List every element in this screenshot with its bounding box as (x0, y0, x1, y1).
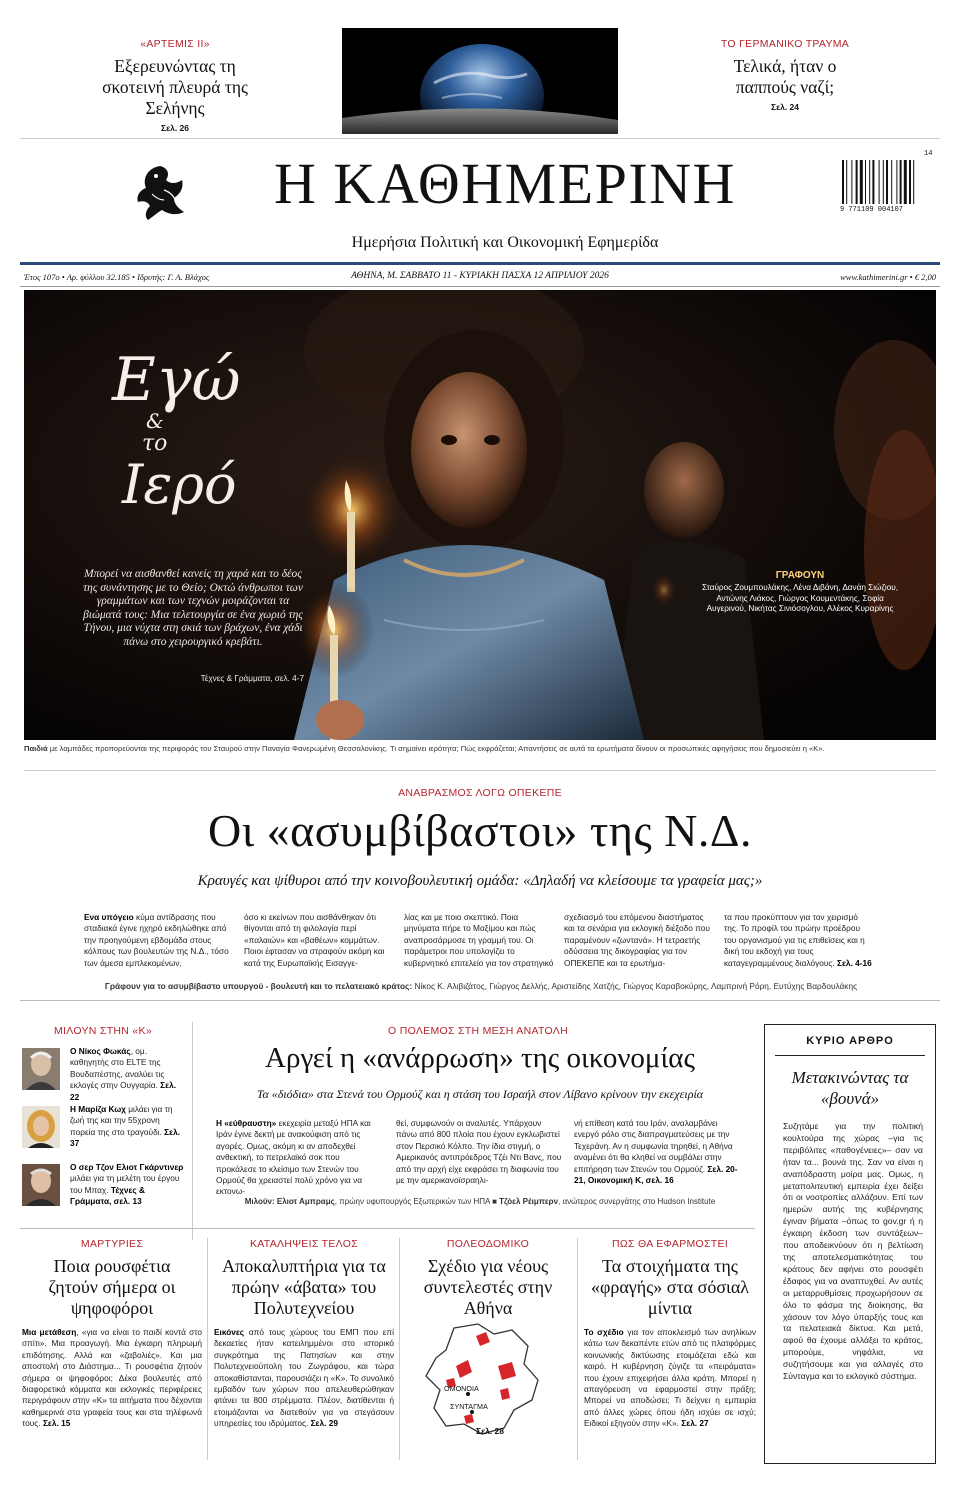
masthead-rule (20, 262, 940, 265)
map-label-omonoia: ΟΜΟΝΟΙΑ (444, 1384, 479, 1393)
divider (20, 1000, 940, 1001)
main-story-col-2: όσο κι εκείνων που αισθάνθηκαν ότι θίγονται από τη φιλολογία περί «παλαιών» και «βαθέων» κομμάτων. Ποιοι έφτασαν να στραφούν ακόμη και κατά της Ευρωπαϊκής Εισαγγε- (244, 912, 385, 968)
hero-title (112, 345, 252, 516)
newspaper-subtitle: Ημερήσια Πολιτική και Οικονομική Εφημερίδα (351, 234, 659, 251)
hero-section-ref[interactable]: Τέχνες & Γράμματα, σελ. 4-7 (200, 674, 304, 683)
main-story-headline[interactable]: Οι «ασυμβίβαστοι» της Ν.Δ. (208, 805, 752, 856)
logo-griffin-icon (130, 160, 192, 224)
story-testimonies[interactable] (22, 1238, 202, 1430)
editorial-kicker: ΚΥΡΙΟ ΑΡΘΡΟ (806, 1035, 894, 1047)
teaser-title: Τελικά, ήταν ο παππούς ναζί; (733, 56, 837, 97)
hero-title-line2: Ιερό (122, 453, 237, 516)
editorial-body: Συζητάμε για την πολιτική κουλτούρα της χώρας –για τις περιβόλιτες «παθογένειες»– σαν να ήταν τα... βουνά της. Σαν να είναι η αναπόδραστη μοίρα μας. Ομως, η μεταπολιτευτική εμπειρία έχει δείξει ότι οι νοοτροπίες αλλάζουν. Επί των ημερών αυτής της κυβέρνησης έγιναν βήματα –όπως το gov.gr ή η έγκαιρη έκδοση των συντάξεων– που αποδεικνύουν ότι η βελτίωση της αποτελεσματικότητας του κράτους δεν αφήνει στο ρουσφέτι έδαφος για να αναπτυχθεί. Αν αυτές οι μεταρρυθμίσεις προχωρήσουν σε όλο το φάσμα της διοίκησης, θα χάσουν τον λόγο ύπαρξής τους και τα πελατειακά δίκτυα. Και μετά, αφού θα έχουμε αλλάξει το κράτος, μπορούμε, νηφάλια, να συζητήσουμε και για αλλαγές στο Σύνταγμα και το εκλογικό σύστημα. (783, 1121, 923, 1382)
earth-rise-image (342, 28, 618, 134)
interview-page: Σελ. 22 (70, 1080, 177, 1102)
teaser-title: Εξερευνώντας τη σκοτεινή πλευρά της Σελήνης (102, 56, 248, 118)
divider (207, 1238, 208, 1460)
story-lead: Μια μετάθεση (22, 1327, 77, 1337)
interview-item[interactable] (22, 1162, 184, 1212)
story-body (584, 1327, 756, 1430)
story-kicker: ΜΑΡΤΥΡΙΕΣ (80, 1238, 144, 1250)
story-headline: Ποια ρουσφέτια ζητούν σήμερα οι ψηφοφόροι (48, 1256, 176, 1318)
main-story-kicker: ΑΝΑΒΡΑΣΜΟΣ ΛΟΓΩ ΟΠΕΚΕΠΕ (398, 787, 562, 799)
main-story-lead: Ενα υπόγειο (84, 912, 134, 922)
interview-text (70, 1046, 186, 1103)
divider (20, 138, 940, 139)
divider (577, 1238, 578, 1460)
divider (20, 286, 940, 287)
divider (192, 1022, 193, 1240)
story-page: Σελ. 28 (475, 1426, 505, 1436)
story-urban-planning[interactable] (404, 1238, 572, 1319)
teaser-artemis[interactable] (20, 38, 330, 133)
main-story-writers (86, 981, 876, 991)
mideast-col-1 (216, 1118, 382, 1198)
mideast-lead: Η «εύθραυστη» (216, 1118, 277, 1128)
story-kicker: ΚΑΤΑΛΗΨΕΙΣ ΤΕΛΟΣ (249, 1238, 359, 1250)
main-story-text: κύμα αντίδρασης που σταδιακά έγινε ηχηρό εκδηλώθηκε από την προηγούμενη εβδομάδα στους κόλπους των βουλευτών της Ν.Δ., τόσο των άμεσα εμπλεκομένων, (84, 912, 229, 968)
interview-item[interactable] (22, 1104, 184, 1154)
story-page: Σελ. 27 (681, 1418, 709, 1429)
mideast-col-2: θεί, συμφωνούν οι αναλυτές. Υπάρχουν πάνω από 800 πλοία που έχουν εγκλωβιστεί στον Περσικό Κόλπο. Την ίδια στιγμή, ο Αμερικανός αντιπρόεδρος Τζέι Ντι Βανς, που από την αρχή είχε εκφράσει τη διαφωνία του με την αμερικανοϊσραηλι- (396, 1118, 562, 1186)
barcode-number (840, 206, 936, 214)
website-price[interactable]: www.kathimerini.gr • € 2,00 (840, 272, 936, 282)
interview-desc: μιλάει για τη μελέτη του έργου του Μπαχ. (70, 1173, 180, 1195)
story-headline: Αποκαλυπτήρια για τα πρώην «άβατα» του Πολυτεχνείου (222, 1256, 386, 1318)
story-lead: Εικόνες (214, 1327, 245, 1337)
interview-desc: μιλάει για τη ζωή της και την 55χρονη πορεία της στο τραγούδι. (70, 1104, 173, 1137)
mideast-page[interactable]: Σελ. 20-21, Οικονομική Κ, σελ. 16 (574, 1163, 738, 1186)
interview-item[interactable] (22, 1046, 184, 1102)
athens-map (416, 1320, 554, 1440)
barcode-digits: 9 771109 004107 (840, 206, 904, 214)
interviews-kicker: ΜΙΛΟΥΝ ΣΤΗΝ «Κ» (54, 1025, 152, 1037)
hero-title-line1: Εγώ (112, 345, 241, 415)
hero-writers-label: ΓΡΑΦΟΥΝ (775, 570, 825, 581)
footnote-name: Τζόελ Ρέιμπερν (499, 1197, 559, 1206)
mideast-text: νή επίθεση κατά του Ιράν, αναλαμβάνει ενεργό ρόλο στις διαπραγματεύσεις με την Τεχεράνη. Αν η συμφωνία τηρηθεί, η Αθήνα αναμένει ότι θα κληθεί να συμβάλει στην επιτήρηση των Στενών του Ορμούζ. (574, 1118, 733, 1174)
story-kicker: ΠΟΛΕΟΔΟΜΙΚΟ (446, 1238, 530, 1250)
story-body (214, 1327, 394, 1430)
portrait-fokas-icon (22, 1048, 60, 1090)
divider (24, 770, 936, 771)
story-text: για τον αποκλεισμό των ανηλίκων κάτω των δεκαπέντε ετών από τις πλατφόρμες κοινωνικής δικτύωσης ετοιμάζεται εδώ και καιρό. Η κυβέρνηση ζύγιζε τα «πειράματα» που έχουν επιχειρήσει άλλα κράτη. Μπορεί η απαγόρευση να εφαρμοστεί στην πράξη; Μπορεί να αποδώσει; Τι δείχνει η εμπειρία από άλλες χώρες όπου ήδη ισχύει σε ισχύ; Ειδικοί εξηγούν στην «Κ». (584, 1327, 756, 1429)
hero-lede: Μπορεί να αισθανθεί κανείς τη χαρά και το δέος της συνάντησης με το Θείο; Οκτώ άνθρωποι των γραμμάτων και των τεχνών μοιράζονται τα βιώματά τους: Μια τελετουργία σε ένα χωριό της Τήνου, μια νύχτα στη σκιά των βράχων, ένα χάδι πάνω στο χειρουργικό κρεβάτι. (83, 568, 303, 648)
barcode-issue: 14 (924, 150, 933, 158)
portrait-gardiner-icon (22, 1164, 60, 1206)
divider (399, 1238, 400, 1460)
story-headline: Σχέδιο για νέους συντελεστές στην Αθήνα (423, 1256, 553, 1318)
teaser-page: Σελ. 24 (770, 102, 800, 112)
interview-name: Ο Νίκος Φωκάς (70, 1046, 131, 1056)
teaser-kicker: ΤΟ ΓΕΡΜΑΝΙΚΟ ΤΡΑΥΜΑ (720, 38, 850, 50)
hero-caption-lead: Παιδιά (24, 744, 48, 753)
divider (775, 1055, 925, 1056)
story-kicker: ΠΩΣ ΘΑ ΕΦΑΡΜΟΣΤΕΙ (611, 1238, 729, 1250)
story-page: Σελ. 29 (310, 1418, 338, 1429)
teaser-kicker: «ΑΡΤΕΜΙΣ ΙΙ» (140, 38, 210, 50)
editorial-box[interactable] (764, 1024, 936, 1464)
main-story-col-4: σχεδιασμό του επόμενου διαστήματος και τα σενάρια για εκλογική διέξοδο που παραμένουν «ζωντανά». Η τετραετής οδύσσεια της δικογραφίας για τον ΟΠΕΚΕΠΕ και τα ερωτήμα- (564, 912, 710, 968)
interview-name: Η Μαρίζα Κωχ (70, 1104, 126, 1114)
story-body (22, 1327, 202, 1430)
mideast-headline[interactable]: Αργεί η «ανάρρωση» της οικονομίας (265, 1042, 695, 1074)
main-story-col-5 (724, 912, 874, 969)
mideast-col-3 (574, 1118, 744, 1186)
hero-writers (700, 570, 900, 615)
interview-name: Ο σερ Τζον Ελιοτ Γκάρντινερ (70, 1162, 184, 1172)
mideast-kicker: Ο ΠΟΛΕΜΟΣ ΣΤΗ ΜΕΣΗ ΑΝΑΤΟΛΗ (388, 1025, 568, 1037)
story-text: από τους χώρους του ΕΜΠ που επί δεκαετίες ήταν κατειλημμένοι στο ιστορικό συγκρότημα της Πατησίων και στην Πολυτεχνειούπολη του Ζωγράφου, και τώρα αποκαθίστανται, παρουσιάζει η «Κ». Το συνολικό εμβαδόν των χώρων που απελευθερώθηκαν φτάνει τα 800 στρέμματα. Πλέον, διατίθενται ή ετοιμάζονται να διατεθούν για να στεγάσουν υπηρεσίες του ιδρύματος. (214, 1327, 394, 1429)
mideast-footnote (200, 1197, 760, 1206)
newspaper-title: Η ΚΑΘΗΜΕΡΙΝΗ (274, 151, 736, 216)
mideast-text: εκεχειρία μεταξύ ΗΠΑ και Ιράν έγινε δεκτή με ανακούφιση από τις αγορές. Ομως, ακόμη κι αν αποδεχθεί ανθεκτική, το πετρελαϊκό σοκ που προκάλεσε το κλείσιμο των Στενών του Ορμούζ θα χρειαστεί πολύ χρόνο για να εκτονω- (216, 1118, 371, 1197)
hero-caption-text: με λαμπάδες προπορεύονται της περιφοράς του Σταυρού στην Παναγία Φανερωμένη Θεσσαλονίκης. Τι σημαίνει ιερότητα; Πώς εκφράζεται; Απαντήσεις σε αυτά τα ερωτήματα δίνουν οι προσωπικές αφηγήσεις που δημοσιεύει η «Κ». (47, 744, 825, 753)
story-polytechnic[interactable] (214, 1238, 394, 1430)
moon-photo (342, 28, 618, 134)
hero-title-amp: & (146, 409, 164, 433)
hero-title-to: το (142, 431, 168, 456)
hero-caption (24, 744, 936, 753)
writers-list: Νίκος Κ. Αλιβιζάτος, Γιώργος Δελλής, Αριστείδης Χατζής, Γιώργος Καραβοκύρης, Λαμπρινή Ρόρη, Ευτύχης Βαρδουλάκης (412, 981, 858, 991)
story-text: , «για να είναι το παιδί κοντά στο σπίτι». Μια προαγωγή. Μια έγκαιρη πληρωμή επιδότησης. Αλλά και «ζαβολιές». Και μια αποστολή στο Διάστημα... Τι ρουσφέτια ζητούν σήμερα οι ψηφοφόροι; Δέκα βουλευτές από διαφορετικά κόμματα και εκλογικές περιφέρειες περιγράφουν στην «Κ» τα αιτήματα που δέχονται καθημερινά στα γραφεία τους και στα τηλέφωνά τους. (22, 1327, 202, 1429)
main-story-col-1 (84, 912, 234, 969)
portrait-koch-icon (22, 1106, 60, 1148)
footnote-name: Μιλούν: Ελιοτ Αμπραμς (244, 1197, 335, 1206)
story-page: Σελ. 15 (42, 1418, 71, 1429)
main-story-page[interactable]: Σελ. 4-16 (837, 957, 872, 968)
story-headline: Τα στοιχήματα της «φραγής» στα σόσιαλ μίντια (590, 1256, 750, 1318)
interview-text (70, 1104, 186, 1150)
interview-text (70, 1162, 186, 1208)
teaser-page: Σελ. 26 (160, 123, 190, 133)
hero-writers-list: Σταύρος Ζουμπουλάκης, Λένα Διβάνη, Δανάη Σιώζιου, Αντώνης Λιάκος, Γιώργος Κουμεντάκης, Σοφία Αυγερινού, Νικήτας Σινιόσογλου, Αλέκος Κυραρίνης (701, 583, 899, 614)
footnote-text: , ανώτερος συνεργάτης στο Hudson Institute (558, 1197, 716, 1206)
issue-date: ΑΘΗΝΑ, Μ. ΣΑΒΒΑΤΟ 11 - ΚΥΡΙΑΚΗ ΠΑΣΧΑ 12 ΑΠΡΙΛΙΟΥ 2026 (351, 271, 609, 281)
mideast-subheadline: Τα «διόδια» στα Στενά του Ορμούζ και η στάση του Ισραήλ στον Λίβανο κρίνουν την εκεχειρία (256, 1087, 704, 1101)
editorial-title: Μετακινώντας τα «βουνά» (791, 1068, 909, 1108)
story-lead: Το σχέδιο (584, 1327, 624, 1337)
interview-page: Τέχνες & Γράμματα, σελ. 13 (70, 1184, 146, 1207)
main-story-subheadline: Κραυγές και ψίθυροι από την κοινοβουλευτική ομάδα: «Δηλαδή να κλείσουμε τα γραφεία μας;» (197, 873, 763, 889)
barcode-icon (840, 160, 932, 204)
main-story-col-3: λίας και με ποιο σκεπτικό. Ποια μηνύματα πήρε το Μαξίμου και πώς αναπροσάρμοσε τη γραμμή του. Οι παράμετροι που υπολογίζει το κυβερνητικό επιτελείο για τον στρατηγικό (404, 912, 554, 968)
interview-page: Σελ. 37 (70, 1126, 180, 1149)
map-label-syntagma: ΣΥΝΤΑΓΜΑ (450, 1402, 488, 1411)
hero-photo[interactable] (24, 290, 936, 740)
interview-desc: , ομ. καθηγητής στο ELTE της Βουδαπέστης, αναλύει τις εκλογές στην Ουγγαρία. (70, 1046, 165, 1091)
main-story-text: τα που προκύπτουν για τον χειρισμό της. Το προφίλ του πρώην προέδρου του οργανισμού για τις επιθεϊσεις και η δική του εκδοχή για τους καταγεγραμμένους διαλόγους. (724, 912, 865, 968)
divider (20, 1228, 755, 1229)
story-social-media-ban[interactable] (584, 1238, 756, 1430)
teaser-german-trauma[interactable] (630, 38, 940, 112)
issue-info: Έτος 107ο • Αρ. φύλλου 32.185 • Ιδρυτής: Γ. Α. Βλάχος (24, 272, 210, 282)
writers-label: Γράφουν για το ασυμβίβαστο υπουργού - βουλευτή και το πελατειακό κράτος: (104, 981, 413, 991)
footnote-text: , πρώην υφυπουργός Εξωτερικών των ΗΠΑ ■ (334, 1197, 500, 1206)
